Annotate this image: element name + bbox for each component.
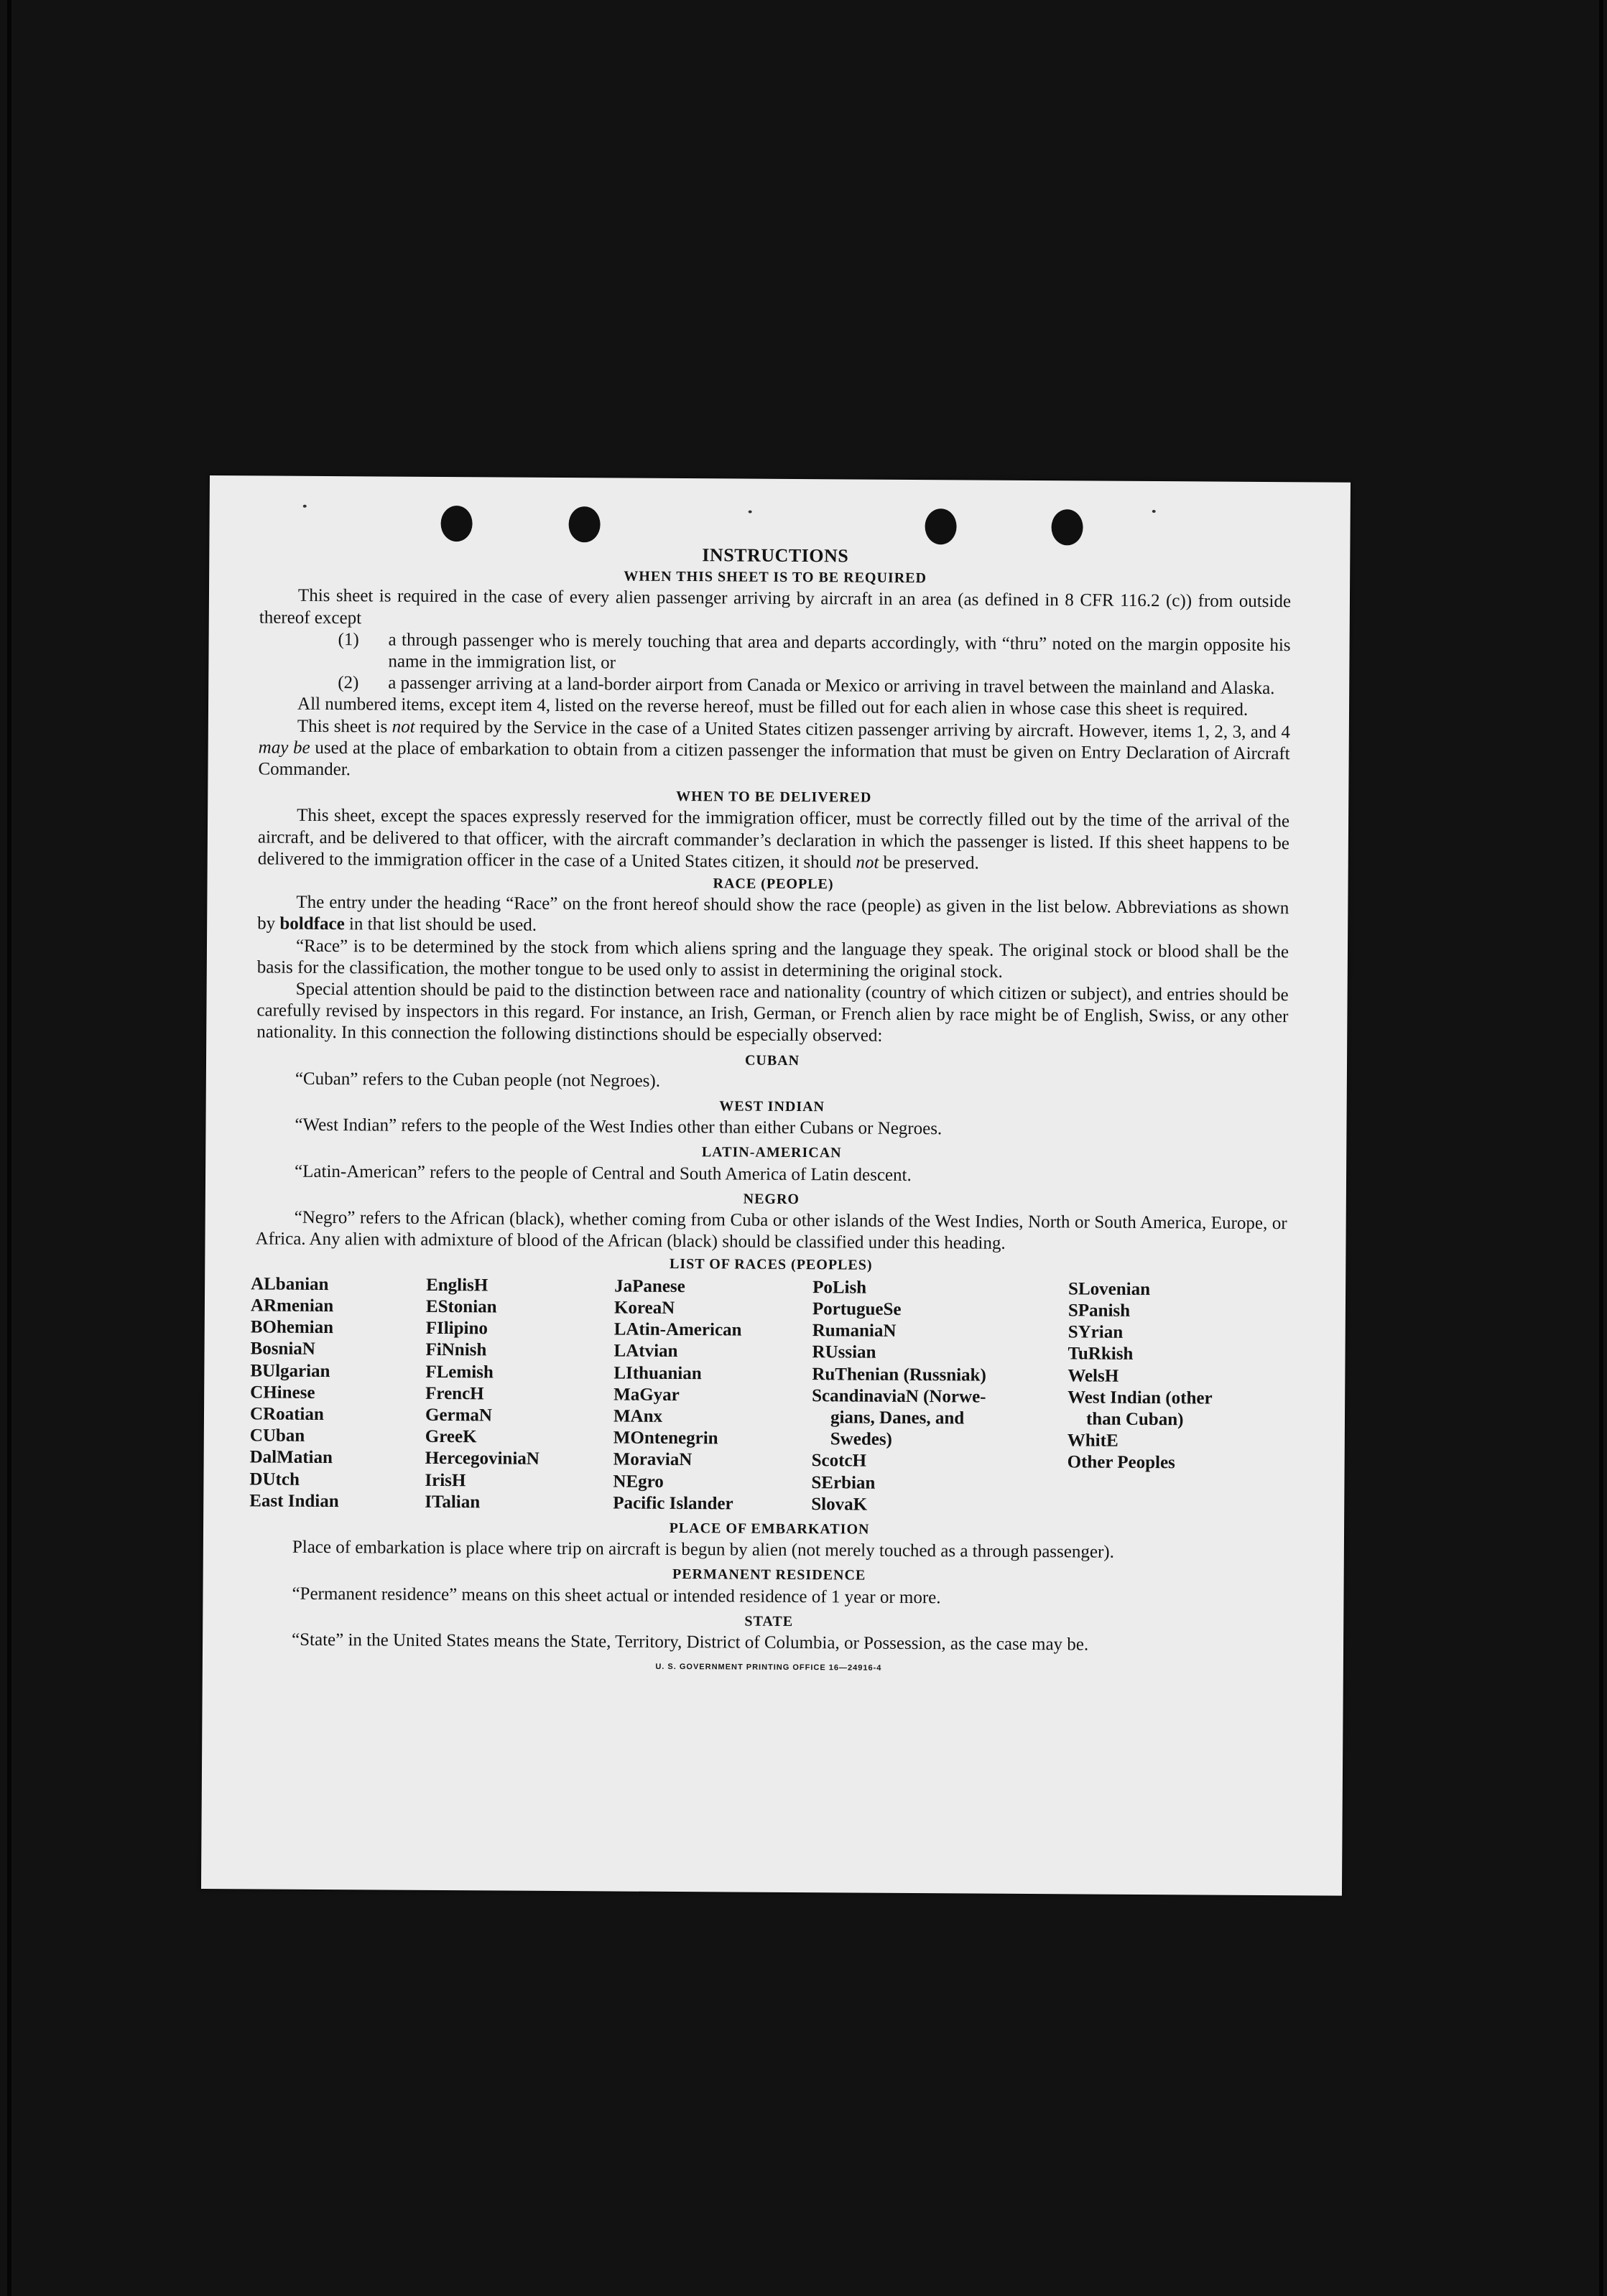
race-entry: HercegoviniaN (425, 1449, 539, 1469)
emphasis-may-be: may be (258, 738, 310, 758)
exception-text: a through passenger who is merely touching that area and departs accordingly, with “thru” noted on the margin opposite his name in the immigration list, or (388, 630, 1291, 673)
exception-text: a passenger arriving at a land-border airport from Canada or Mexico or arriving in travel between the mainland and Alaska. (388, 673, 1275, 699)
required-intro: This sheet is required in the case of every alien passenger arriving by aircraft in an area (as defined in 8 CFR 116.2 (c)) from outside thereof except (259, 586, 1292, 628)
punch-hole-4 (1051, 509, 1083, 545)
race-entry: SPanish (1068, 1301, 1131, 1321)
race-entry-continued: gians, Danes, and (830, 1408, 965, 1428)
delivered-text-2: be preserved. (883, 852, 979, 873)
race-entry: RumaniaN (812, 1321, 897, 1341)
race-entry: EnglisH (426, 1275, 488, 1296)
race-entry: EStonian (425, 1296, 497, 1317)
race-entry: NEgro (613, 1471, 664, 1492)
race-column (1067, 1278, 1284, 1518)
heading-place-of-embarkation: PLACE OF EMBARKATION (669, 1520, 870, 1538)
race-column (425, 1275, 614, 1515)
race-entry: MaGyar (613, 1385, 680, 1405)
race-entry: West Indian (other (1068, 1388, 1213, 1408)
race-entry: FiNnish (425, 1340, 487, 1360)
embarkation-definition: Place of embarkation is place where trip on aircraft is begun by alien (not merely touched as a through passenger). (292, 1537, 1114, 1562)
race-paragraph-1 (257, 892, 1289, 942)
race-entry: ITalian (425, 1492, 481, 1512)
residence-definition: “Permanent residence” means on this sheet actual or intended residence of 1 year or more. (292, 1584, 941, 1607)
numbered-items-paragraph: All numbered items, except item 4, listed on the reverse hereof, must be filled out for each alien in whose case this sheet is required. (297, 694, 1249, 720)
west-indian-definition: “West Indian” refers to the people of the West Indies other than either Cubans or Negroes. (295, 1115, 943, 1139)
race-text-1: The entry under the heading “Race” on the front hereof should show the race (people) as given in the list below. Abbreviations as shown by (257, 892, 1289, 934)
citizen-text-2: required by the Service in the case of a United States citizen passenger arriving by aircraft. However, items 1, 2, 3, and 4 (420, 717, 1290, 742)
race-entry: SYrian (1068, 1322, 1124, 1342)
race-paragraph-2: “Race” is to be determined by the stock from which aliens spring and the language they speak. The original stock or blood shall be the basis for the classification, the mother tongue to be used only to assist in determining the original stock. (256, 936, 1289, 982)
race-column (249, 1273, 426, 1513)
race-text-2: in that list should be used. (348, 914, 537, 936)
race-entry: ALbanian (251, 1274, 329, 1294)
exception-number: (2) (338, 673, 359, 693)
emphasis-not: not (856, 852, 879, 873)
instruction-sheet (201, 475, 1351, 1896)
scan-border-right (1599, 0, 1603, 2296)
race-entry: Pacific Islander (613, 1493, 733, 1514)
punch-hole-1 (440, 506, 472, 542)
race-entry: TuRkish (1068, 1344, 1134, 1365)
race-entry: FIlipino (425, 1318, 488, 1339)
delivered-text-1: This sheet, except the spaces expressly reserved for the immigration officer, must be correctly filled out by the time of the arrival of the aircraft, and be delivered to that officer, with the aircraft commander’s declaration in which the passenger is listed. If this sheet happens to be delivered to the immigration officer in the case of a United States citizen, it should (257, 806, 1290, 873)
citizen-text-1: This sheet is (297, 716, 388, 737)
race-entry: KoreaN (613, 1298, 675, 1318)
heading-when-delivered: WHEN TO BE DELIVERED (676, 789, 872, 806)
race-entry: PortugueSe (812, 1299, 902, 1319)
race-entry: ARmenian (250, 1296, 334, 1316)
latin-american-definition: “Latin-American” refers to the people of Central and South America of Latin descent. (295, 1161, 912, 1185)
race-entry-continued: than Cuban) (1085, 1409, 1184, 1430)
race-entry-continued: Swedes) (830, 1429, 893, 1449)
sheet-content (249, 542, 1292, 1681)
race-entry: IrisH (425, 1470, 466, 1490)
race-entry: MAnx (613, 1406, 663, 1426)
race-entry: GermaN (425, 1405, 493, 1426)
race-entry: SErbian (811, 1472, 876, 1493)
race-entry: FLemish (425, 1362, 494, 1382)
race-column (811, 1277, 1068, 1517)
race-paragraph-3: Special attention should be paid to the distinction between race and nationality (country of which citizen or subject), and entries should be carefully revised by inspectors in this regard. For instance, an Irish, German, or French alien by race might be of English, Swiss, or any other nationality. In this connection the following distinctions should be especially observed: (256, 979, 1289, 1046)
heading-cuban: CUBAN (744, 1052, 800, 1069)
paper-speck (1152, 510, 1156, 513)
race-entry: CUban (249, 1426, 305, 1446)
race-entry: DalMatian (249, 1447, 333, 1468)
heading-latin-american: LATIN-AMERICAN (701, 1144, 842, 1161)
printing-office-imprint: U. S. GOVERNMENT PRINTING OFFICE 16—24916-4 (655, 1662, 882, 1673)
scan-border-left (7, 0, 11, 2296)
race-entry: BUlgarian (250, 1360, 330, 1381)
race-entry: CRoatian (249, 1404, 324, 1424)
emphasis-boldface: boldface (279, 914, 345, 934)
race-entry: GreeK (425, 1426, 477, 1447)
heading-race: RACE (PEOPLE) (713, 875, 834, 893)
heading-list-of-races: LIST OF RACES (PEOPLES) (669, 1255, 873, 1273)
race-entry: RUssian (812, 1342, 876, 1363)
race-column (613, 1275, 812, 1515)
race-entry: Other Peoples (1067, 1452, 1175, 1473)
exception-item (259, 628, 1290, 678)
race-entry: East Indian (249, 1491, 339, 1511)
race-entry: RuThenian (Russniak) (812, 1364, 986, 1385)
race-entry: JaPanese (614, 1276, 685, 1296)
heading-state: STATE (744, 1613, 794, 1630)
state-definition: “State” in the United States means the State, Territory, District of Columbia, or Possession, as the case may be. (292, 1630, 1089, 1655)
punch-hole-2 (568, 506, 600, 542)
heading-when-required: WHEN THIS SHEET IS TO BE REQUIRED (624, 568, 927, 587)
race-entry: LAtin-American (613, 1319, 742, 1340)
emphasis-not: not (392, 717, 415, 737)
exception-number: (1) (338, 629, 359, 650)
race-entry: SlovaK (811, 1494, 868, 1515)
punch-hole-3 (925, 508, 956, 544)
race-entry: ScotcH (811, 1451, 867, 1471)
race-entry: WhitE (1067, 1431, 1119, 1451)
race-entry: PoLish (812, 1277, 867, 1298)
race-entry: LIthuanian (613, 1362, 702, 1383)
race-entry: CHinese (250, 1382, 315, 1403)
race-entry: BOhemian (250, 1317, 334, 1338)
race-entry: MoraviaN (613, 1449, 693, 1470)
negro-definition: “Negro” refers to the African (black), whether coming from Cuba or other islands of the West Indies, North or South America, Europe, or Africa. Any alien with admixture of blood of the African (black) should be classified under this heading. (255, 1207, 1287, 1254)
race-entry: BosniaN (250, 1339, 315, 1360)
race-entry: FrencH (425, 1383, 484, 1404)
citizen-paragraph (258, 715, 1290, 786)
race-entry: ScandinaviaN (Norwe- (812, 1385, 986, 1407)
race-entry: SLovenian (1068, 1279, 1151, 1299)
delivered-paragraph (258, 805, 1290, 876)
paper-speck (303, 505, 307, 508)
race-entry: DUtch (249, 1469, 300, 1489)
race-entry: WelsH (1068, 1365, 1119, 1386)
cuban-definition: “Cuban” refers to the Cuban people (not Negroes). (295, 1069, 661, 1091)
race-entry: LAtvian (613, 1341, 678, 1362)
page-title: INSTRUCTIONS (702, 544, 849, 567)
race-list (249, 1273, 1287, 1518)
paper-speck (749, 511, 752, 513)
heading-negro: NEGRO (743, 1191, 800, 1207)
heading-permanent-residence: PERMANENT RESIDENCE (672, 1566, 866, 1584)
race-entry: MOntenegrin (613, 1428, 718, 1449)
heading-west-indian: WEST INDIAN (719, 1098, 825, 1115)
citizen-text-3: used at the place of embarkation to obtain from a citizen passenger the information that must be given on Entry Declaration of Aircraft Commander. (258, 738, 1290, 780)
